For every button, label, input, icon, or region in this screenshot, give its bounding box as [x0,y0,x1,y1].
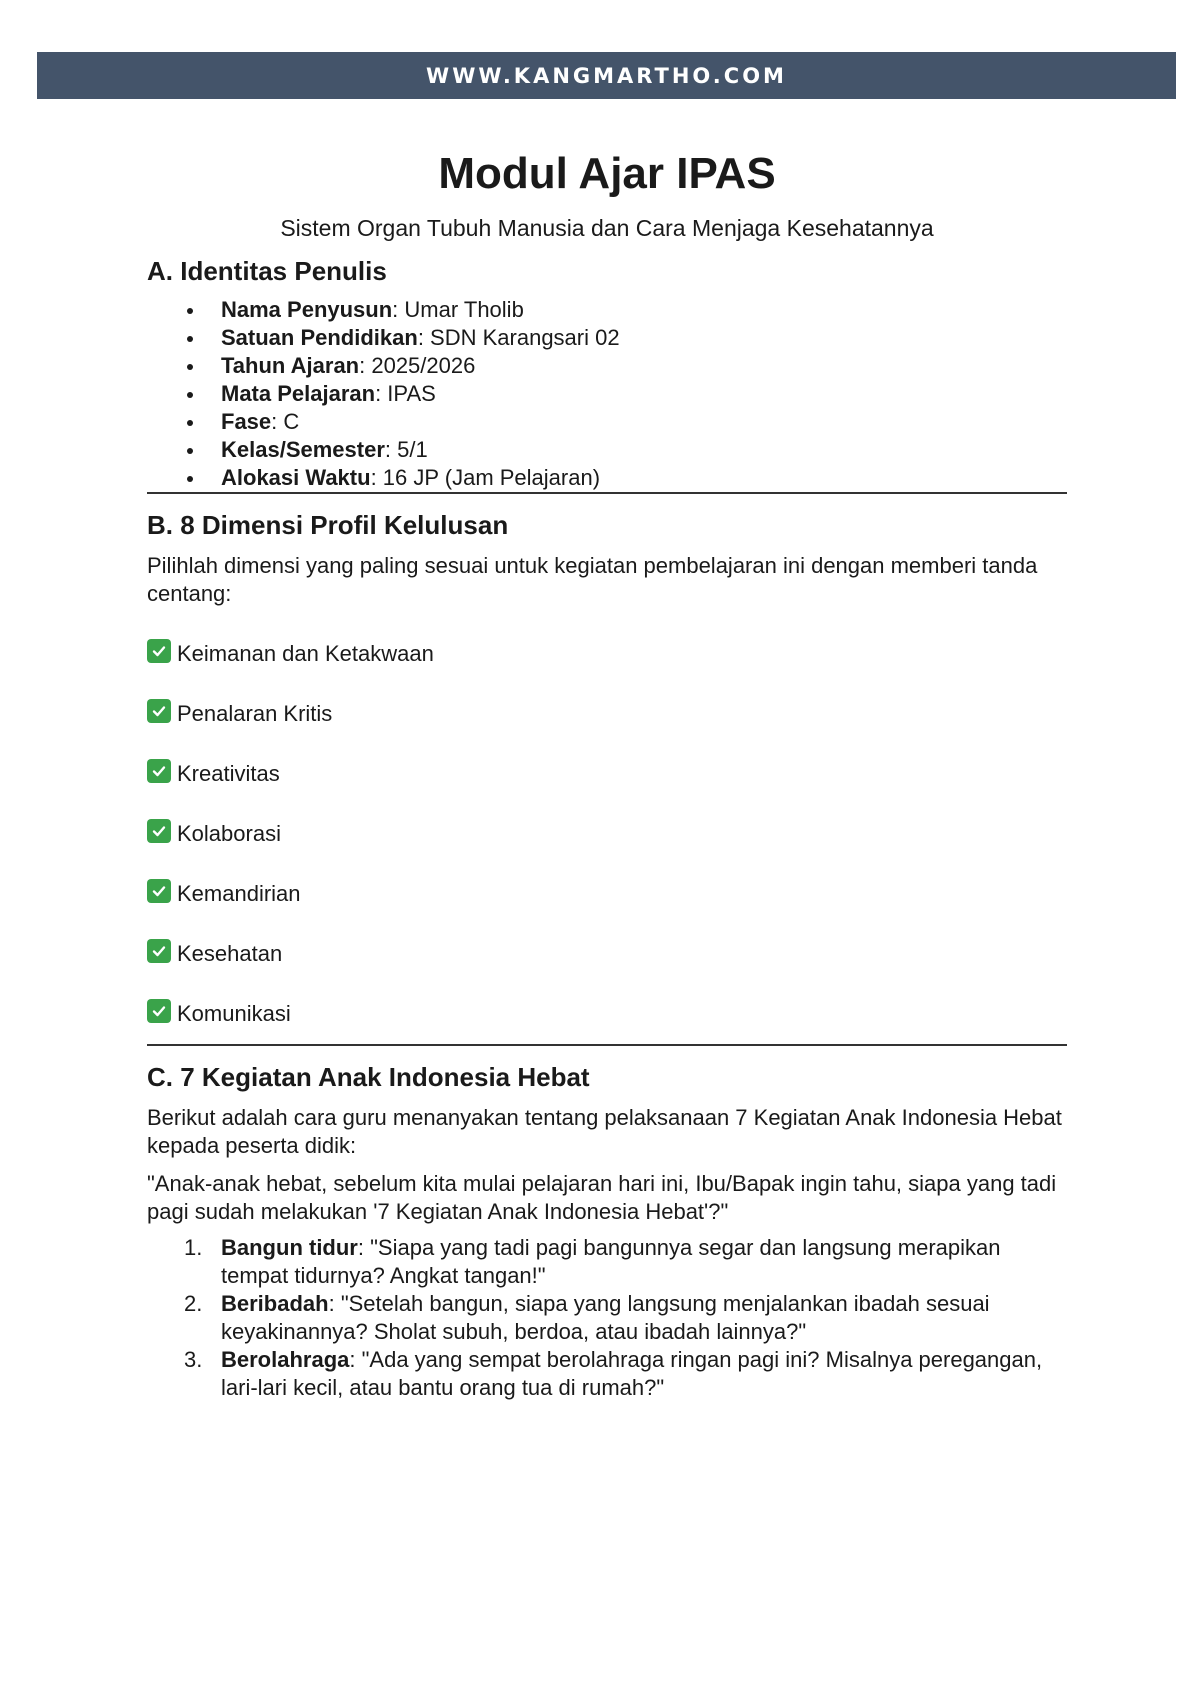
check-icon [147,999,171,1023]
list-item: 2. Beribadah: "Setelah bangun, siapa yang langsung menjalankan ibadah sesuai keyakinannya? Sholat subuh, berdoa, atau ibadah lainnya?" [184,1291,990,1344]
dimension-item: Kesehatan [147,924,1067,984]
check-icon [147,939,171,963]
list-item: Satuan Pendidikan: SDN Karangsari 02 [147,324,1067,352]
page-subtitle: Sistem Organ Tubuh Manusia dan Cara Menjaga Kesehatannya [280,215,934,241]
list-item: Fase: C [147,408,1067,436]
list-item: Mata Pelajaran: IPAS [147,380,1067,408]
document-body [147,145,1067,1402]
activity-list [147,1234,1067,1402]
page-title: Modul Ajar IPAS [438,149,776,198]
dimension-item: Keimanan dan Ketakwaan [147,624,1067,684]
check-icon [147,759,171,783]
website-banner [37,52,1176,99]
list-item: Kelas/Semester: 5/1 [147,436,1067,464]
dimension-item: Kolaborasi [147,804,1067,864]
check-icon [147,879,171,903]
check-icon [147,639,171,663]
section-b-intro: Pilihlah dimensi yang paling sesuai untuk kegiatan pembelajaran ini dengan memberi tanda centang: [147,553,1038,606]
divider [147,1044,1067,1046]
dimension-item: Komunikasi [147,984,1067,1044]
teacher-quote: "Anak-anak hebat, sebelum kita mulai pelajaran hari ini, Ibu/Bapak ingin tahu, siapa yang tadi pagi sudah melakukan '7 Kegiatan Anak Indonesia Hebat'?" [147,1171,1057,1224]
website-url: WWW.KANGMARTHO.COM [426,63,787,88]
list-item: Alokasi Waktu: 16 JP (Jam Pelajaran) [147,464,1067,492]
section-c-heading: C. 7 Kegiatan Anak Indonesia Hebat [147,1062,590,1092]
check-icon [147,699,171,723]
list-item: 1. Bangun tidur: "Siapa yang tadi pagi bangunnya segar dan langsung merapikan tempat tidurnya? Angkat tangan!" [184,1235,1001,1288]
list-item: Tahun Ajaran: 2025/2026 [147,352,1067,380]
dimension-list [147,624,1067,1044]
list-item: 3. Berolahraga: "Ada yang sempat berolahraga ringan pagi ini? Misalnya peregangan, lari-lari kecil, atau bantu orang tua di rumah?" [184,1347,1043,1400]
dimension-item: Kreativitas [147,744,1067,804]
identity-list [147,296,1067,492]
list-item: Nama Penyusun: Umar Tholib [147,296,1067,324]
section-a-heading: A. Identitas Penulis [147,256,387,286]
dimension-item: Kemandirian [147,864,1067,924]
check-icon [147,819,171,843]
section-c-intro: Berikut adalah cara guru menanyakan tentang pelaksanaan 7 Kegiatan Anak Indonesia Hebat kepada peserta didik: [147,1105,1062,1158]
divider [147,492,1067,494]
section-b-heading: B. 8 Dimensi Profil Kelulusan [147,510,509,540]
dimension-item: Penalaran Kritis [147,684,1067,744]
